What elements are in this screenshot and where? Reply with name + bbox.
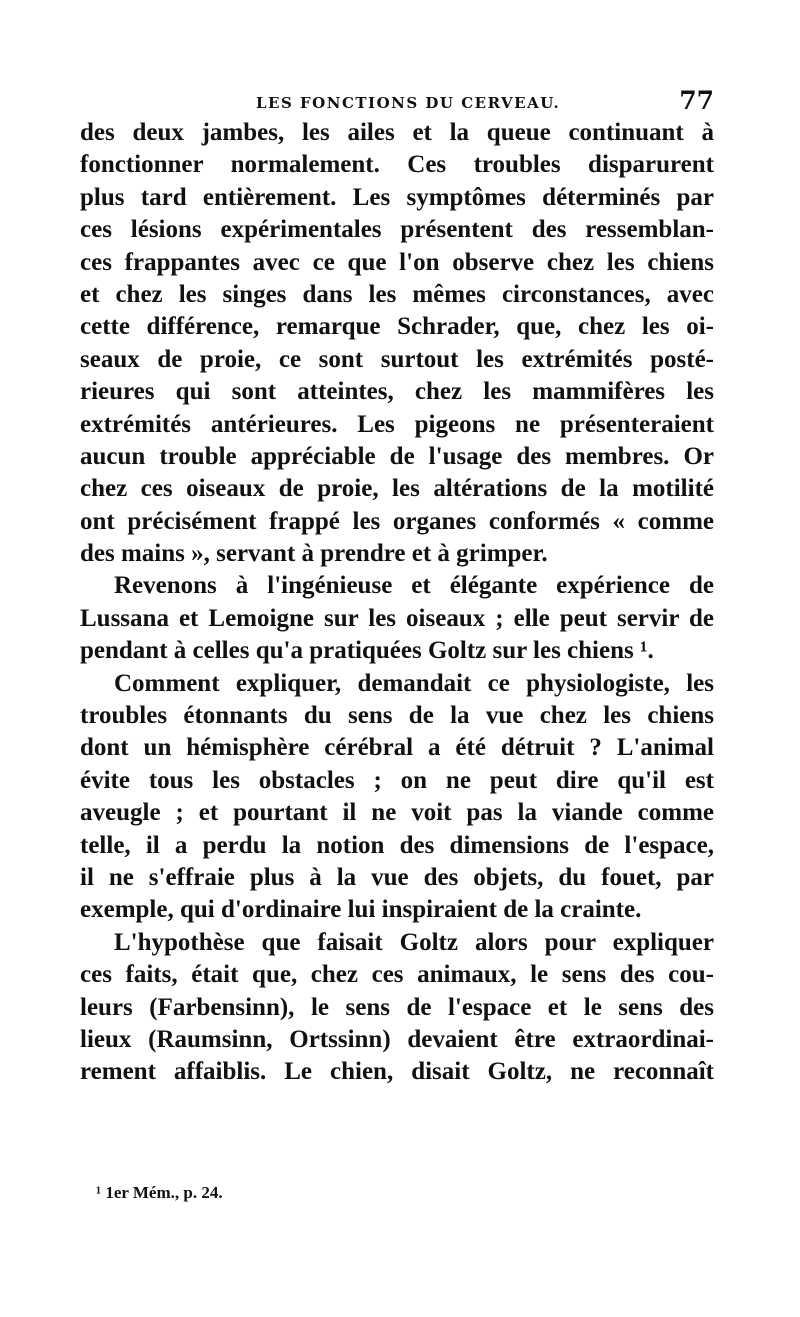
text-line: leurs (Farbensinn), le sens de l'espace et le sens des: [80, 993, 714, 1021]
paragraph: [80, 668, 714, 927]
text-line: aucun trouble appréciable de l'usage des membres. Or: [80, 442, 714, 470]
text-line: cette différence, remarque Schrader, que, chez les oi-: [80, 313, 714, 341]
page-header: [80, 88, 714, 118]
text-line: lieux (Raumsinn, Ortssinn) devaient être extraordinai-: [80, 1025, 714, 1053]
text-line: rement affaiblis. Le chien, disait Goltz, ne reconnaît: [80, 1058, 714, 1086]
text-line: des deux jambes, les ailes et la queue continuant à: [80, 119, 714, 146]
text-line: exemple, qui d'ordinaire lui inspiraient de la crainte.: [80, 896, 642, 924]
text-line: des mains », servant à prendre et à grimper.: [80, 540, 548, 568]
text-line: telle, il a perdu la notion des dimensions de l'espace,: [80, 831, 714, 859]
paragraph: [80, 570, 714, 667]
text-line: dont un hémisphère cérébral a été détruit ? L'animal: [80, 734, 714, 762]
text-line: L'hypothèse que faisait Goltz alors pour expliquer: [114, 928, 714, 956]
text-line: seaux de proie, ce sont surtout les extrémités posté-: [80, 345, 714, 373]
paragraph: [80, 927, 714, 1089]
page-number: 77: [679, 86, 714, 115]
text-line: Lussana et Lemoigne sur les oiseaux ; elle peut servir de: [80, 604, 714, 632]
text-line: chez ces oiseaux de proie, les altérations de la motilité: [80, 475, 714, 503]
paragraph: [80, 117, 714, 570]
text-line: fonctionner normalement. Ces troubles disparurent: [80, 151, 714, 179]
text-line: pendant à celles qu'a pratiquées Goltz sur les chiens ¹.: [80, 637, 654, 665]
footnote: ¹ 1er Mém., p. 24.: [96, 1183, 223, 1202]
text-line: ces lésions expérimentales présentent des ressemblan-: [80, 216, 714, 244]
text-line: évite tous les obstacles ; on ne peut dire qu'il est: [80, 766, 714, 794]
text-line: ces frappantes avec ce que l'on observe chez les chiens: [80, 248, 714, 276]
text-line: Comment expliquer, demandait ce physiologiste, les: [114, 669, 714, 697]
text-line: troubles étonnants du sens de la vue chez les chiens: [80, 702, 714, 730]
text-line: plus tard entièrement. Les symptômes déterminés par: [80, 183, 714, 211]
text-line: aveugle ; et pourtant il ne voit pas la viande comme: [80, 799, 714, 827]
text-line: ont précisément frappé les organes conformés « comme: [80, 507, 714, 535]
running-title: LES FONCTIONS DU CERVEAU.: [256, 94, 561, 112]
text-line: rieures qui sont atteintes, chez les mammifères les: [80, 378, 714, 406]
text-line: extrémités antérieures. Les pigeons ne présenteraient: [80, 410, 714, 438]
text-line: et chez les singes dans les mêmes circonstances, avec: [80, 280, 714, 308]
text-line: il ne s'effraie plus à la vue des objets, du fouet, par: [80, 863, 714, 891]
text-line: Revenons à l'ingénieuse et élégante expérience de: [114, 572, 714, 600]
body-text: [80, 117, 714, 1089]
text-line: ces faits, était que, chez ces animaux, le sens des cou-: [80, 961, 714, 989]
